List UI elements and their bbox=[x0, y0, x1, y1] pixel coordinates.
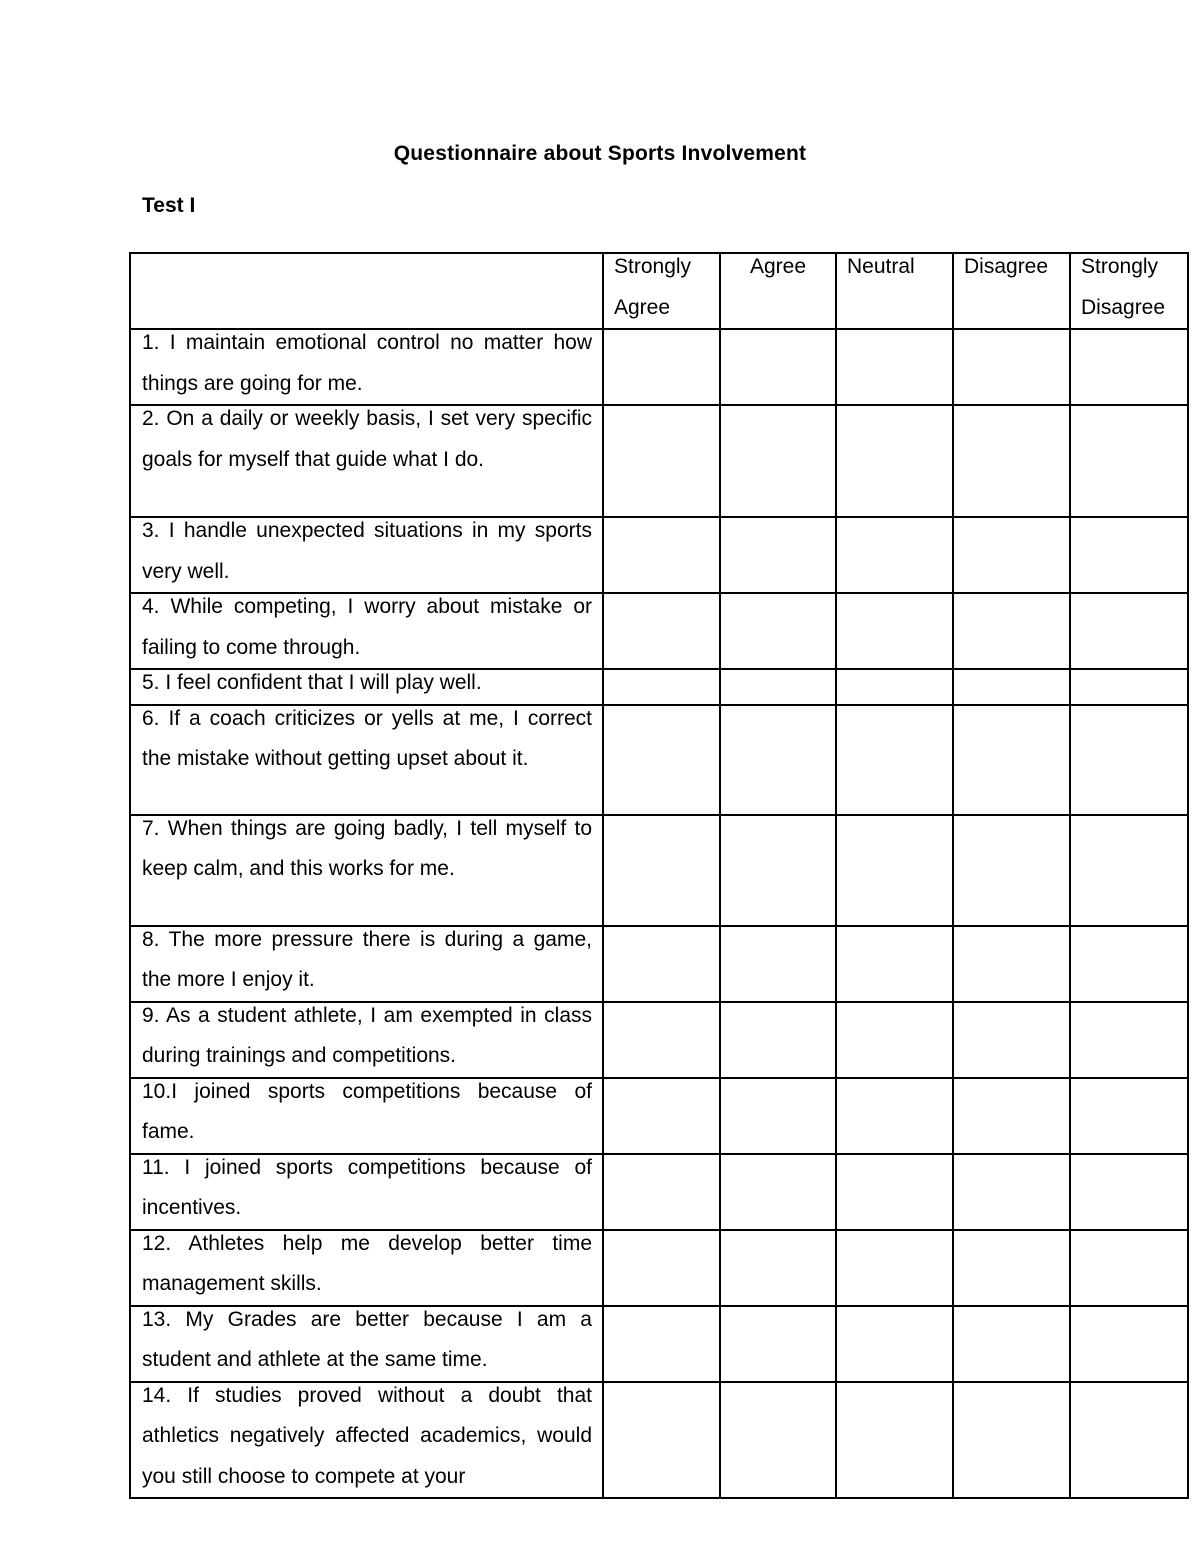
response-cell-strongly-agree[interactable] bbox=[603, 926, 720, 1002]
question-text: 11. I joined sports competitions because of incentives. bbox=[142, 1155, 592, 1219]
question-cell bbox=[130, 329, 603, 405]
question-text: 9. As a student athlete, I am exempted in class during trainings and competitions. bbox=[142, 1003, 592, 1067]
response-cell-agree[interactable] bbox=[720, 593, 836, 669]
header-agree: Agree bbox=[720, 253, 836, 329]
response-cell-disagree[interactable] bbox=[953, 329, 1070, 405]
response-cell-agree[interactable] bbox=[720, 669, 836, 705]
response-cell-strongly-agree[interactable] bbox=[603, 405, 720, 517]
response-cell-agree[interactable] bbox=[720, 405, 836, 517]
response-cell-disagree[interactable] bbox=[953, 1078, 1070, 1154]
section-label: Test I bbox=[142, 194, 196, 217]
response-cell-agree[interactable] bbox=[720, 1382, 836, 1499]
question-text: 5. I feel confident that I will play well. bbox=[142, 671, 482, 694]
question-text: 14. If studies proved without a doubt that athletics negatively affected academics, would you still choose to compete at your bbox=[142, 1383, 592, 1488]
response-cell-disagree[interactable] bbox=[953, 1306, 1070, 1382]
table-row bbox=[130, 1306, 1188, 1382]
response-cell-disagree[interactable] bbox=[953, 1382, 1070, 1499]
header-disagree: Disagree bbox=[953, 253, 1070, 329]
response-cell-disagree[interactable] bbox=[953, 1154, 1070, 1230]
question-text: 7. When things are going badly, I tell myself to keep calm, and this works for me. bbox=[142, 816, 592, 880]
response-cell-strongly-disagree[interactable] bbox=[1070, 669, 1188, 705]
response-cell-strongly-disagree[interactable] bbox=[1070, 593, 1188, 669]
header-neutral: Neutral bbox=[836, 253, 953, 329]
question-text: 3. I handle unexpected situations in my sports very well. bbox=[142, 519, 592, 583]
response-cell-strongly-disagree[interactable] bbox=[1070, 1230, 1188, 1306]
question-cell bbox=[130, 815, 603, 926]
response-cell-strongly-agree[interactable] bbox=[603, 1078, 720, 1154]
response-cell-neutral[interactable] bbox=[836, 1078, 953, 1154]
response-cell-disagree[interactable] bbox=[953, 1002, 1070, 1078]
response-cell-agree[interactable] bbox=[720, 1230, 836, 1306]
table-row bbox=[130, 926, 1188, 1002]
question-cell bbox=[130, 1002, 603, 1078]
header-blank-cell bbox=[130, 253, 603, 329]
table-row bbox=[130, 329, 1188, 405]
table-row bbox=[130, 1382, 1188, 1499]
response-cell-strongly-disagree[interactable] bbox=[1070, 705, 1188, 815]
response-cell-strongly-agree[interactable] bbox=[603, 815, 720, 926]
question-cell bbox=[130, 1230, 603, 1306]
response-cell-disagree[interactable] bbox=[953, 815, 1070, 926]
response-cell-strongly-agree[interactable] bbox=[603, 705, 720, 815]
response-cell-strongly-disagree[interactable] bbox=[1070, 405, 1188, 517]
response-cell-strongly-disagree[interactable] bbox=[1070, 1306, 1188, 1382]
response-cell-strongly-agree[interactable] bbox=[603, 593, 720, 669]
question-cell bbox=[130, 593, 603, 669]
response-cell-disagree[interactable] bbox=[953, 926, 1070, 1002]
response-cell-neutral[interactable] bbox=[836, 705, 953, 815]
table-row bbox=[130, 1230, 1188, 1306]
table-header-row bbox=[130, 253, 1188, 329]
response-cell-disagree[interactable] bbox=[953, 517, 1070, 593]
response-cell-disagree[interactable] bbox=[953, 1230, 1070, 1306]
response-cell-neutral[interactable] bbox=[836, 329, 953, 405]
response-cell-agree[interactable] bbox=[720, 1078, 836, 1154]
question-text: 2. On a daily or weekly basis, I set very specific goals for myself that guide what I do. bbox=[142, 407, 592, 471]
response-cell-strongly-disagree[interactable] bbox=[1070, 926, 1188, 1002]
response-cell-agree[interactable] bbox=[720, 1002, 836, 1078]
question-cell bbox=[130, 517, 603, 593]
question-text: 1. I maintain emotional control no matter how things are going for me. bbox=[142, 331, 592, 395]
response-cell-agree[interactable] bbox=[720, 815, 836, 926]
response-cell-strongly-agree[interactable] bbox=[603, 669, 720, 705]
question-cell bbox=[130, 1154, 603, 1230]
response-cell-agree[interactable] bbox=[720, 1306, 836, 1382]
response-cell-strongly-agree[interactable] bbox=[603, 1230, 720, 1306]
header-strongly-disagree: Strongly Disagree bbox=[1070, 253, 1188, 329]
response-cell-neutral[interactable] bbox=[836, 1230, 953, 1306]
response-cell-strongly-disagree[interactable] bbox=[1070, 1382, 1188, 1499]
response-cell-strongly-agree[interactable] bbox=[603, 1382, 720, 1499]
table-row bbox=[130, 1078, 1188, 1154]
response-cell-strongly-agree[interactable] bbox=[603, 517, 720, 593]
response-cell-disagree[interactable] bbox=[953, 669, 1070, 705]
response-cell-agree[interactable] bbox=[720, 926, 836, 1002]
response-cell-neutral[interactable] bbox=[836, 1306, 953, 1382]
response-cell-disagree[interactable] bbox=[953, 705, 1070, 815]
response-cell-strongly-disagree[interactable] bbox=[1070, 517, 1188, 593]
table-row bbox=[130, 815, 1188, 926]
question-cell bbox=[130, 1382, 603, 1499]
response-cell-agree[interactable] bbox=[720, 329, 836, 405]
response-cell-agree[interactable] bbox=[720, 517, 836, 593]
response-cell-agree[interactable] bbox=[720, 1154, 836, 1230]
response-cell-neutral[interactable] bbox=[836, 1154, 953, 1230]
response-cell-strongly-agree[interactable] bbox=[603, 1002, 720, 1078]
response-cell-neutral[interactable] bbox=[836, 405, 953, 517]
table-row bbox=[130, 705, 1188, 815]
question-text: 6. If a coach criticizes or yells at me, I correct the mistake without getting upset about it. bbox=[142, 706, 592, 770]
question-text: 4. While competing, I worry about mistake or failing to come through. bbox=[142, 595, 592, 659]
response-cell-neutral[interactable] bbox=[836, 1002, 953, 1078]
question-cell bbox=[130, 926, 603, 1002]
response-cell-strongly-disagree[interactable] bbox=[1070, 1154, 1188, 1230]
response-cell-strongly-agree[interactable] bbox=[603, 1306, 720, 1382]
response-cell-neutral[interactable] bbox=[836, 926, 953, 1002]
response-cell-strongly-disagree[interactable] bbox=[1070, 1078, 1188, 1154]
response-cell-strongly-agree[interactable] bbox=[603, 329, 720, 405]
question-cell bbox=[130, 405, 603, 517]
table-row bbox=[130, 405, 1188, 517]
question-cell bbox=[130, 705, 603, 815]
response-cell-strongly-disagree[interactable] bbox=[1070, 815, 1188, 926]
question-cell bbox=[130, 1306, 603, 1382]
response-cell-strongly-disagree[interactable] bbox=[1070, 329, 1188, 405]
response-cell-neutral[interactable] bbox=[836, 815, 953, 926]
response-cell-strongly-agree[interactable] bbox=[603, 1154, 720, 1230]
response-cell-neutral[interactable] bbox=[836, 593, 953, 669]
question-text: 13. My Grades are better because I am a student and athlete at the same time. bbox=[142, 1307, 592, 1371]
response-cell-neutral[interactable] bbox=[836, 517, 953, 593]
table-row bbox=[130, 1154, 1188, 1230]
table-row bbox=[130, 593, 1188, 669]
page-title: Questionnaire about Sports Involvement bbox=[393, 142, 807, 165]
questionnaire-table bbox=[129, 252, 1189, 1499]
question-text: 12. Athletes help me develop better time management skills. bbox=[142, 1231, 592, 1295]
table-row bbox=[130, 517, 1188, 593]
response-cell-disagree[interactable] bbox=[953, 405, 1070, 517]
question-text: 10.I joined sports competitions because of fame. bbox=[142, 1079, 592, 1143]
header-strongly-agree: Strongly Agree bbox=[603, 253, 720, 329]
question-text: 8. The more pressure there is during a game, the more I enjoy it. bbox=[142, 927, 592, 991]
table-row bbox=[130, 1002, 1188, 1078]
question-cell bbox=[130, 1078, 603, 1154]
response-cell-disagree[interactable] bbox=[953, 593, 1070, 669]
response-cell-agree[interactable] bbox=[720, 705, 836, 815]
response-cell-neutral[interactable] bbox=[836, 669, 953, 705]
response-cell-strongly-disagree[interactable] bbox=[1070, 1002, 1188, 1078]
response-cell-neutral[interactable] bbox=[836, 1382, 953, 1499]
